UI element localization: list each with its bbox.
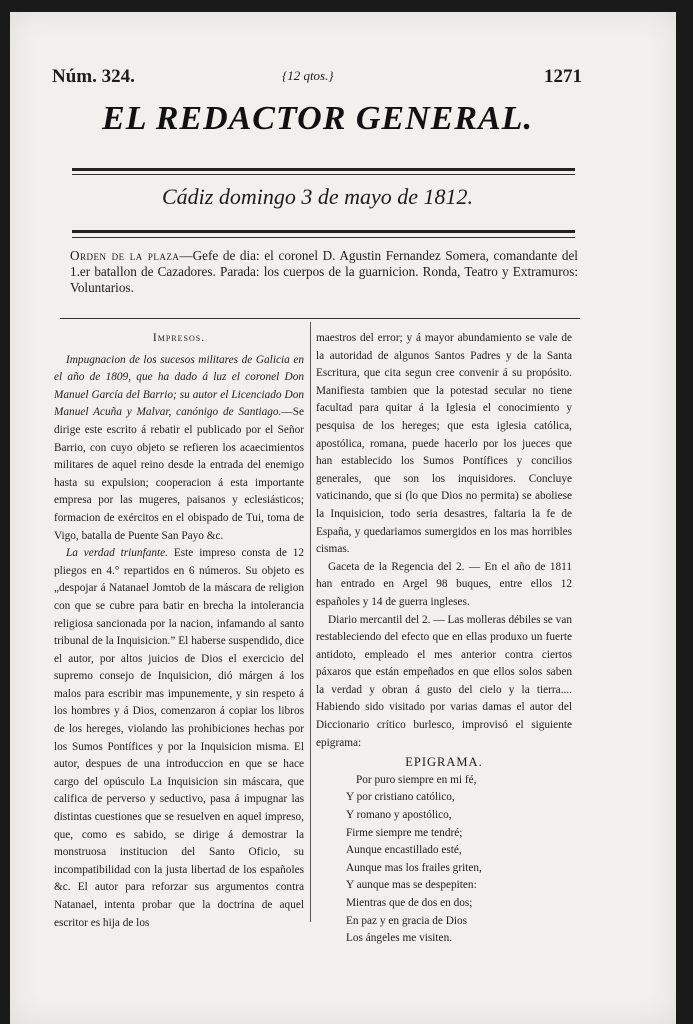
poem-line: Por puro siempre en mi fé, (356, 773, 477, 786)
masthead-rule-bottom (72, 174, 575, 175)
date-rule-top (72, 230, 575, 233)
date-rule-bottom (72, 237, 575, 238)
orden-text: —Gefe de dia: el coronel D. Agustin Fernandez Somera, comandante del 1.er batallon de Cazadores. Parada: los cuerpos de la guarnicion. Ronda, Teatro y Extramuros: Voluntarios. (70, 248, 578, 295)
poem-line: Aunque encastillado esté, (346, 844, 462, 857)
poem-line: Aunque mas los frailes griten, (346, 861, 482, 874)
article-verdad-triunfante (54, 545, 304, 932)
dateline: Cádiz domingo 3 de mayo de 1812. (161, 184, 474, 209)
right-column (316, 330, 572, 948)
article-impugnacion (54, 352, 304, 546)
article-gaceta: Gaceta de la Regencia del 2. — En el año de 1811 han entrado en Argel 98 buques, entre ellos 12 españoles y 14 de guerra ingleses. (316, 560, 572, 608)
article-diario-mercantil: Diario mercantil del 2. — Las molleras débiles se van restableciendo del efecto que en ellas produxo un fuerte antidoto, empleado el mes anterior contra ciertos páxaros que están empeñados en que ellos solos saben la verdad y obran á gusto del cielo y la tierra.... Habiendo sido visitado por varias damas el autor del Diccionario crítico burlesco, improvisó el siguiente epigrama: (316, 613, 572, 749)
price: {12 qtos.} (282, 68, 334, 83)
page-number: 1271 (544, 66, 582, 87)
poem-line: Y por cristiano católico, (346, 791, 455, 804)
article-impugnacion-title: Impugnacion de los sucesos militares de Galicia en el año de 1809, que ha dado á luz el coronel Don Manuel García del Barrio; su autor el Licenciado Don Manuel Acuña y Malvar, canónigo de Santiago. (54, 353, 304, 419)
column-divider (310, 322, 311, 922)
article-verdad-title: La verdad triunfante. (66, 547, 168, 560)
poem-line: Y romano y apostólico, (346, 809, 452, 822)
orden-label: Orden de la plaza (70, 248, 180, 263)
masthead-rule-top (72, 168, 575, 171)
poem-line: Y aunque mas se despepiten: (346, 879, 477, 892)
left-column (54, 330, 304, 932)
article-impugnacion-body: —Se dirige este escrito á rebatir el publicado por el Señor Barrio, con cuyo objeto se refieren los acaecimientos militares de aquel reino desde la entrada del enemigo hasta su expulsion; cooperacion á esta importante empresa por las mugeres, paisanos y eclesiásticos; formacion de exércitos en el obispado de Tui, toma de Vigo, batalla de Puente San Payo &c. (54, 406, 304, 542)
poem-line: Mientras que de dos en dos; (346, 897, 473, 909)
article-verdad-body: Este impreso consta de 12 pliegos en 4.° repartidos en 6 números. Su objeto es „despojar á Natanael Jomtob de la máscara de religion con que se cubre para batir en brecha la intolerancia religiosa sancionada por la nacion, infamando al santo tribunal de la Inquisicion.” El haberse suspendido, dice el autor, por altos juicios de Dios el exercicio del supremo consejo de Inquisicion, dió márgen á los malos para escribir mas impunemente, y sin respeto á los hombres y á Dios, comenzaron á copiar los libros de los hereges, violando las prohibiciones hechas por los Sumos Pontífices y por la Inquisicion misma. El autor, despues de una introduccion en que se hace cargo del opúsculo La Inquisicion sin máscara, que califica de perverso y seductivo, pasa á impugnar las distintas cuestiones que se resuelven en aquel impreso, que, como es sabido, se dirige á demostrar la monstruosa institucion del Santo Oficio, su incompatibilidad con la justa libertad de los españoles &c. El autor para reforzar sus argumentos contra Natanael, intenta probar que la doctrina de aquel escritor es hija de los (54, 547, 304, 929)
section-title-impresos: Impresos. (152, 332, 206, 344)
poem-line: Los ángeles me visiten. (346, 932, 453, 945)
article-continuation: maestros del error; y á mayor abundamiento se vale de la autoridad de algunos Santos Padres y de la Santa Escritura, que cita segun cree convenir á su propósito. Manifiesta tambien que la potestad secular no tiene facultad para quitar á la Iglesia el conocimiento y pesquisa de los hereges; que esta iglesia católica, apostólica, romana, puede hacerlo por los jueces que han establecido los Sumos Pontífices y concilios generales, que son los inquisidores. Concluye vaticinando, que si (lo que Dios no permita) se aboliese la Inquisicion, todo seria desastres, faltaria la fe de España, y quedariamos sumergidos en los mas horribles cismas. (316, 332, 572, 556)
poem-line: En paz y en gracia de Dios (346, 914, 468, 927)
header-row (52, 66, 582, 96)
issue-number: Núm. 324. (52, 66, 135, 87)
epigram-title: EPIGRAMA. (405, 755, 483, 770)
masthead-title: EL REDACTOR GENERAL. (102, 100, 533, 137)
orden-de-la-plaza (70, 248, 578, 296)
poem-line: Firme siempre me tendré; (346, 826, 463, 839)
section-divider (60, 318, 580, 319)
epigram-poem (316, 772, 572, 948)
